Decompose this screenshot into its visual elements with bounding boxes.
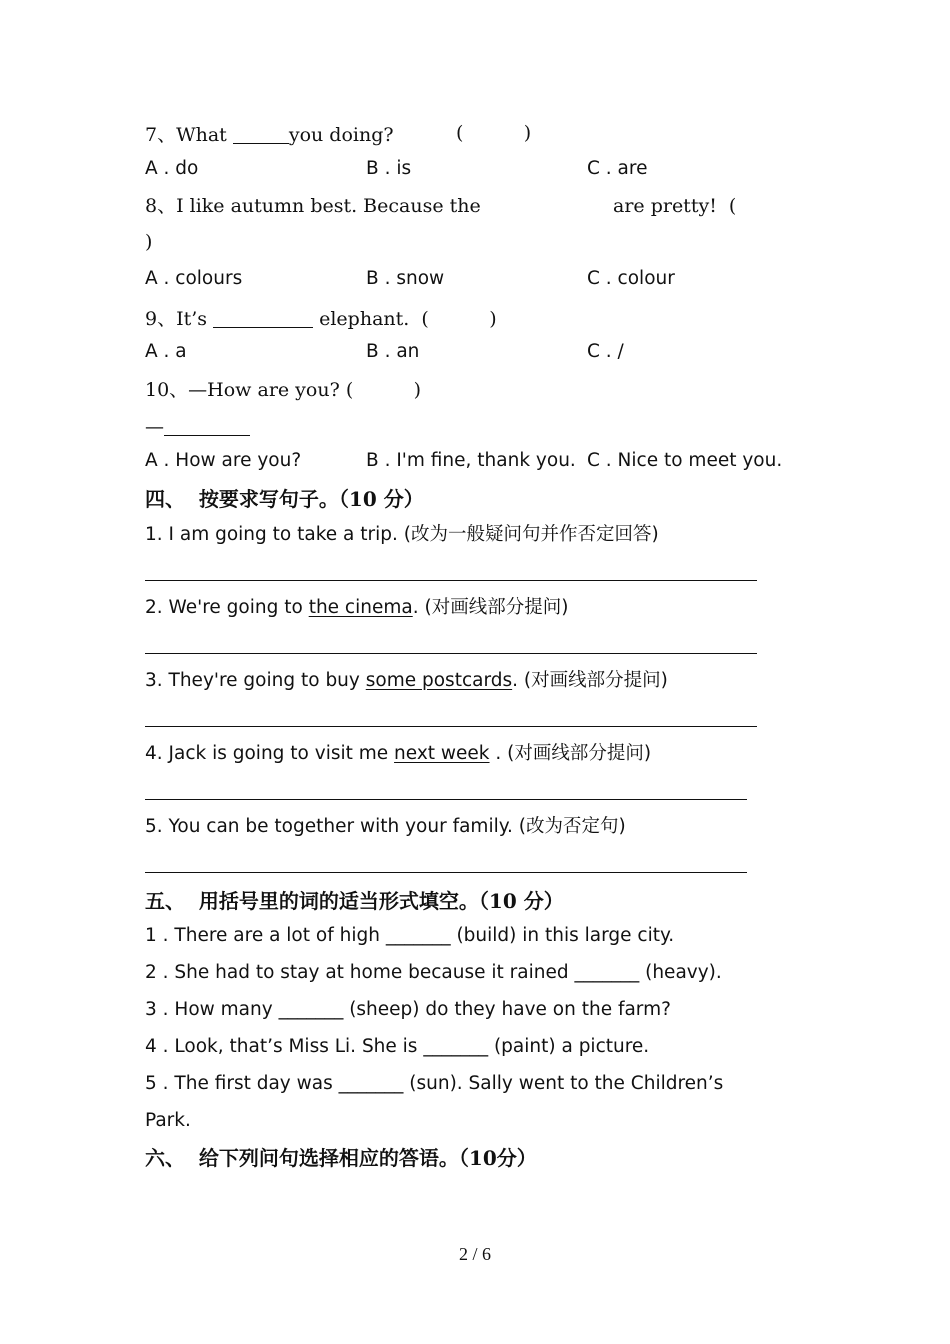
s4-question-4	[145, 745, 651, 764]
s4-answer-line-1	[145, 580, 757, 581]
s4-answer-line-4	[145, 799, 747, 800]
q10-dash: —	[145, 416, 164, 438]
s4-question-2	[145, 599, 568, 618]
q8-paren-close: )	[145, 231, 153, 253]
q7-option-c: C . are	[587, 158, 648, 179]
s4-question-3	[145, 672, 668, 691]
s4-answer-line-5	[145, 872, 747, 873]
q9-text: 9、It’s	[145, 308, 214, 330]
s5-question-4: 4 . Look, that’s Miss Li. She is _______ (paint) a picture.	[145, 1036, 650, 1057]
page-number: 2 / 6	[458, 1244, 491, 1264]
s5-question-1: 1 . There are a lot of high _______ (build) in this large city.	[145, 925, 675, 946]
s4-q3-text-2: . (对画线部分提问)	[512, 670, 668, 691]
s4-q4-text-2: . (对画线部分提问)	[489, 743, 652, 764]
q7-paren: ( )	[456, 122, 532, 144]
q9-option-a: A . a	[145, 341, 187, 362]
q8-option-c: C . colour	[587, 268, 675, 289]
section-4-heading: 四、 按要求写句子。（10 分）	[145, 487, 424, 511]
q9-text-2: elephant. ( )	[313, 308, 497, 330]
s4-q2-text-2: . (对画线部分提问)	[412, 597, 569, 618]
s4-question-5: 5. You can be together with your family. (改为否定句)	[145, 816, 626, 837]
s4-q2-underlined: the cinema	[308, 597, 413, 618]
s5-question-5-cont: Park.	[145, 1110, 191, 1131]
s4-q3-underlined: some postcards	[365, 670, 513, 691]
question-9	[145, 308, 497, 329]
q10-answer-line	[145, 416, 250, 437]
q9-option-b: B . an	[366, 341, 420, 362]
s5-question-3: 3 . How many _______ (sheep) do they have on the farm?	[145, 999, 671, 1020]
q7-option-a: A . do	[145, 158, 199, 179]
q7-blank	[233, 124, 289, 144]
s4-q4-underlined: next week	[394, 743, 490, 764]
question-8: 8、I like autumn best. Because the	[145, 195, 481, 217]
q9-blank	[213, 308, 313, 328]
q10-option-a: A . How are you?	[145, 450, 302, 471]
q8-text-2: are pretty! (	[613, 195, 737, 217]
s5-question-5: 5 . The first day was _______ (sun). Sally went to the Children’s	[145, 1073, 724, 1094]
q10-option-b: B . I'm fine, thank you.	[366, 450, 576, 471]
q8-option-a: A . colours	[145, 268, 243, 289]
s4-question-1: 1. I am going to take a trip. (改为一般疑问句并作否定回答)	[145, 524, 659, 545]
q7-text: 7、What	[145, 124, 233, 146]
question-10: 10、—How are you? ( )	[145, 379, 422, 401]
question-7	[145, 124, 394, 145]
q10-option-c: C . Nice to meet you.	[587, 450, 783, 471]
s4-q2-text: 2. We're going to	[145, 597, 309, 618]
q9-option-c: C . /	[587, 341, 624, 362]
s4-q4-text: 4. Jack is going to visit me	[145, 743, 395, 764]
q8-option-b: B . snow	[366, 268, 445, 289]
section-5-heading: 五、 用括号里的词的适当形式填空。（10 分）	[145, 889, 564, 913]
q7-text-2: you doing?	[288, 124, 394, 146]
s4-answer-line-2	[145, 653, 757, 654]
section-6-heading: 六、 给下列问句选择相应的答语。（10分）	[145, 1146, 537, 1170]
s5-question-2: 2 . She had to stay at home because it rained _______ (heavy).	[145, 962, 722, 983]
q7-option-b: B . is	[366, 158, 412, 179]
q10-blank	[164, 416, 250, 436]
s4-q3-text: 3. They're going to buy	[145, 670, 366, 691]
s4-answer-line-3	[145, 726, 757, 727]
